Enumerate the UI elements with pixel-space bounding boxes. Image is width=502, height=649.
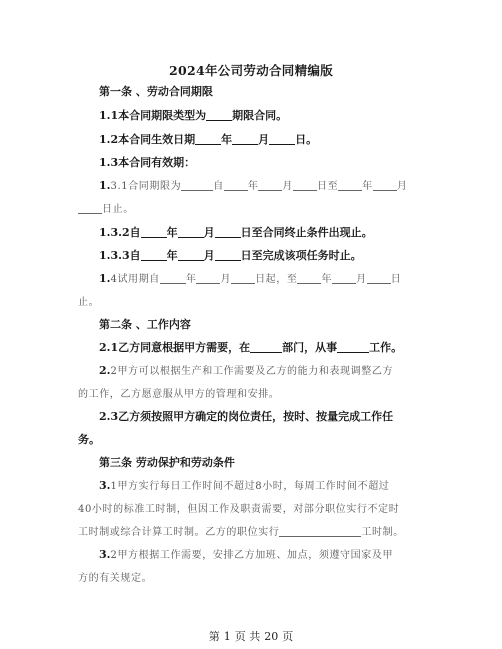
clause-3-2-cont	[78, 566, 426, 590]
clause-text: 月	[356, 274, 367, 285]
blank-field	[337, 340, 369, 353]
section-1-heading: 第一条 、劳动合同期限	[99, 85, 213, 98]
blank-field	[178, 225, 204, 238]
current-page-number: 1	[223, 630, 231, 643]
blank-field	[196, 271, 220, 284]
footer-mid: 页 共	[234, 630, 261, 643]
clause-text: 2甲方可以根据生产和工作需要及乙方的能力和表现调整乙方	[110, 366, 394, 377]
blank-field	[250, 340, 282, 353]
clause-text: 的工作，乙方愿意服从甲方的管理和安排。	[78, 389, 280, 400]
clause-3-1	[78, 474, 447, 498]
clause-text: 日至完成该项任务时止。	[240, 249, 362, 262]
clause-text: 年	[185, 274, 197, 285]
clause-3-1-cont1	[78, 497, 426, 521]
clause-text: 自	[213, 181, 224, 192]
clause-1-3-1-cont	[78, 197, 426, 221]
clause-1-3-3	[78, 244, 447, 267]
clause-2-1	[78, 336, 447, 359]
clause-number: 1.	[99, 179, 111, 192]
blank-field	[160, 271, 186, 284]
clause-text: 1.3.2自	[99, 226, 141, 239]
blank-field	[258, 178, 282, 191]
blank-field	[232, 132, 258, 145]
clause-1-4-cont	[78, 290, 426, 314]
clause-text: 工时制。	[361, 527, 404, 538]
blank-field	[367, 271, 391, 284]
section-2-heading: 第二条 、工作内容	[99, 318, 191, 331]
clause-2-2	[78, 359, 447, 383]
clause-text: 年	[362, 181, 373, 192]
clause-2-3-cont: 务。	[78, 433, 100, 446]
clause-text: 日起，至	[255, 274, 298, 285]
clause-1-1	[78, 104, 447, 127]
footer-prefix: 第	[208, 630, 220, 643]
clause-text: 月	[203, 249, 215, 262]
clause-text: 日止。	[102, 204, 134, 215]
clause-text: 1.1本合同期限类型为	[99, 109, 207, 122]
total-page-count: 20	[264, 630, 279, 643]
clause-number: 2.	[99, 364, 111, 377]
clause-text: 年	[321, 274, 333, 285]
blank-field	[269, 132, 295, 145]
blank-field	[195, 132, 221, 145]
blank-field	[178, 248, 204, 261]
clause-text: 方的有关规定。	[78, 573, 153, 584]
footer-suffix: 页	[282, 630, 294, 643]
blank-field	[141, 225, 167, 238]
clause-text: 日至	[317, 181, 339, 192]
blank-field	[293, 178, 317, 191]
clause-2-3: 2.3乙方须按照甲方确定的岗位责任，按时、按量完成工作任	[99, 410, 394, 423]
blank-field	[373, 178, 397, 191]
clause-text: 月	[258, 133, 270, 146]
clause-2-2-cont	[78, 382, 426, 406]
blank-field	[297, 271, 321, 284]
clause-text: 1.3.3自	[99, 249, 141, 262]
clause-text: 月	[203, 226, 215, 239]
clause-text: 期限合同。	[232, 109, 288, 122]
blank-field	[78, 201, 102, 214]
clause-text: 工作。	[369, 341, 403, 354]
clause-1-3-1	[78, 174, 447, 198]
clause-1-4	[78, 267, 447, 291]
blank-field	[279, 524, 361, 537]
blank-field	[224, 178, 248, 191]
clause-text: 1.2本合同生效日期	[99, 133, 196, 146]
clause-text: 年	[166, 226, 178, 239]
blank-field	[231, 271, 255, 284]
clause-1-2	[78, 128, 447, 151]
clause-text: 月	[282, 181, 294, 192]
clause-text: 日至合同终止条件出现止。	[240, 226, 373, 239]
clause-text: 2甲方根据工作需要，安排乙方加班、加点，须遵守国家及甲	[110, 550, 394, 561]
clause-3-1-cont2	[78, 520, 426, 544]
clause-text: 工时制或综合计算工时制。乙方的职位实行	[78, 527, 280, 538]
blank-field	[181, 178, 213, 191]
clause-1-3: 1.3本合同有效期：	[99, 156, 196, 169]
blank-field	[338, 178, 362, 191]
page-footer	[0, 628, 502, 644]
clause-text: 2.1乙方同意根据甲方需要，在	[99, 341, 251, 354]
clause-text: 4试用期自	[110, 274, 160, 285]
section-3-heading: 第三条 劳动保护和劳动条件	[99, 456, 235, 469]
blank-field	[141, 248, 167, 261]
clause-text: 年	[247, 181, 259, 192]
clause-1-3-2	[78, 221, 447, 244]
clause-text: 3.1合同期限为	[110, 181, 182, 192]
clause-text: 月	[396, 181, 408, 192]
clause-text: 40小时的标准工时制，但因工作及职责需要，对部分职位实行不定时	[78, 504, 400, 515]
clause-3-2	[78, 543, 447, 567]
blank-field	[215, 248, 241, 261]
clause-text: 年	[166, 249, 178, 262]
clause-text: 年	[221, 133, 233, 146]
clause-text: 部门，从事	[282, 341, 338, 354]
clause-text: 止。	[78, 297, 100, 308]
clause-text: 日。	[295, 133, 318, 146]
clause-number: 3.	[99, 479, 111, 492]
document-title: 2024年公司劳动合同精编版	[169, 63, 333, 78]
blank-field	[215, 225, 241, 238]
clause-text: 日	[390, 274, 402, 285]
blank-field	[332, 271, 356, 284]
clause-number: 3.	[99, 548, 111, 561]
clause-number: 1.	[99, 272, 111, 285]
clause-text: 1甲方实行每日工作时间不超过8小时，每周工作时间不超过	[110, 481, 390, 492]
blank-field	[206, 108, 232, 121]
clause-text: 月	[220, 274, 232, 285]
